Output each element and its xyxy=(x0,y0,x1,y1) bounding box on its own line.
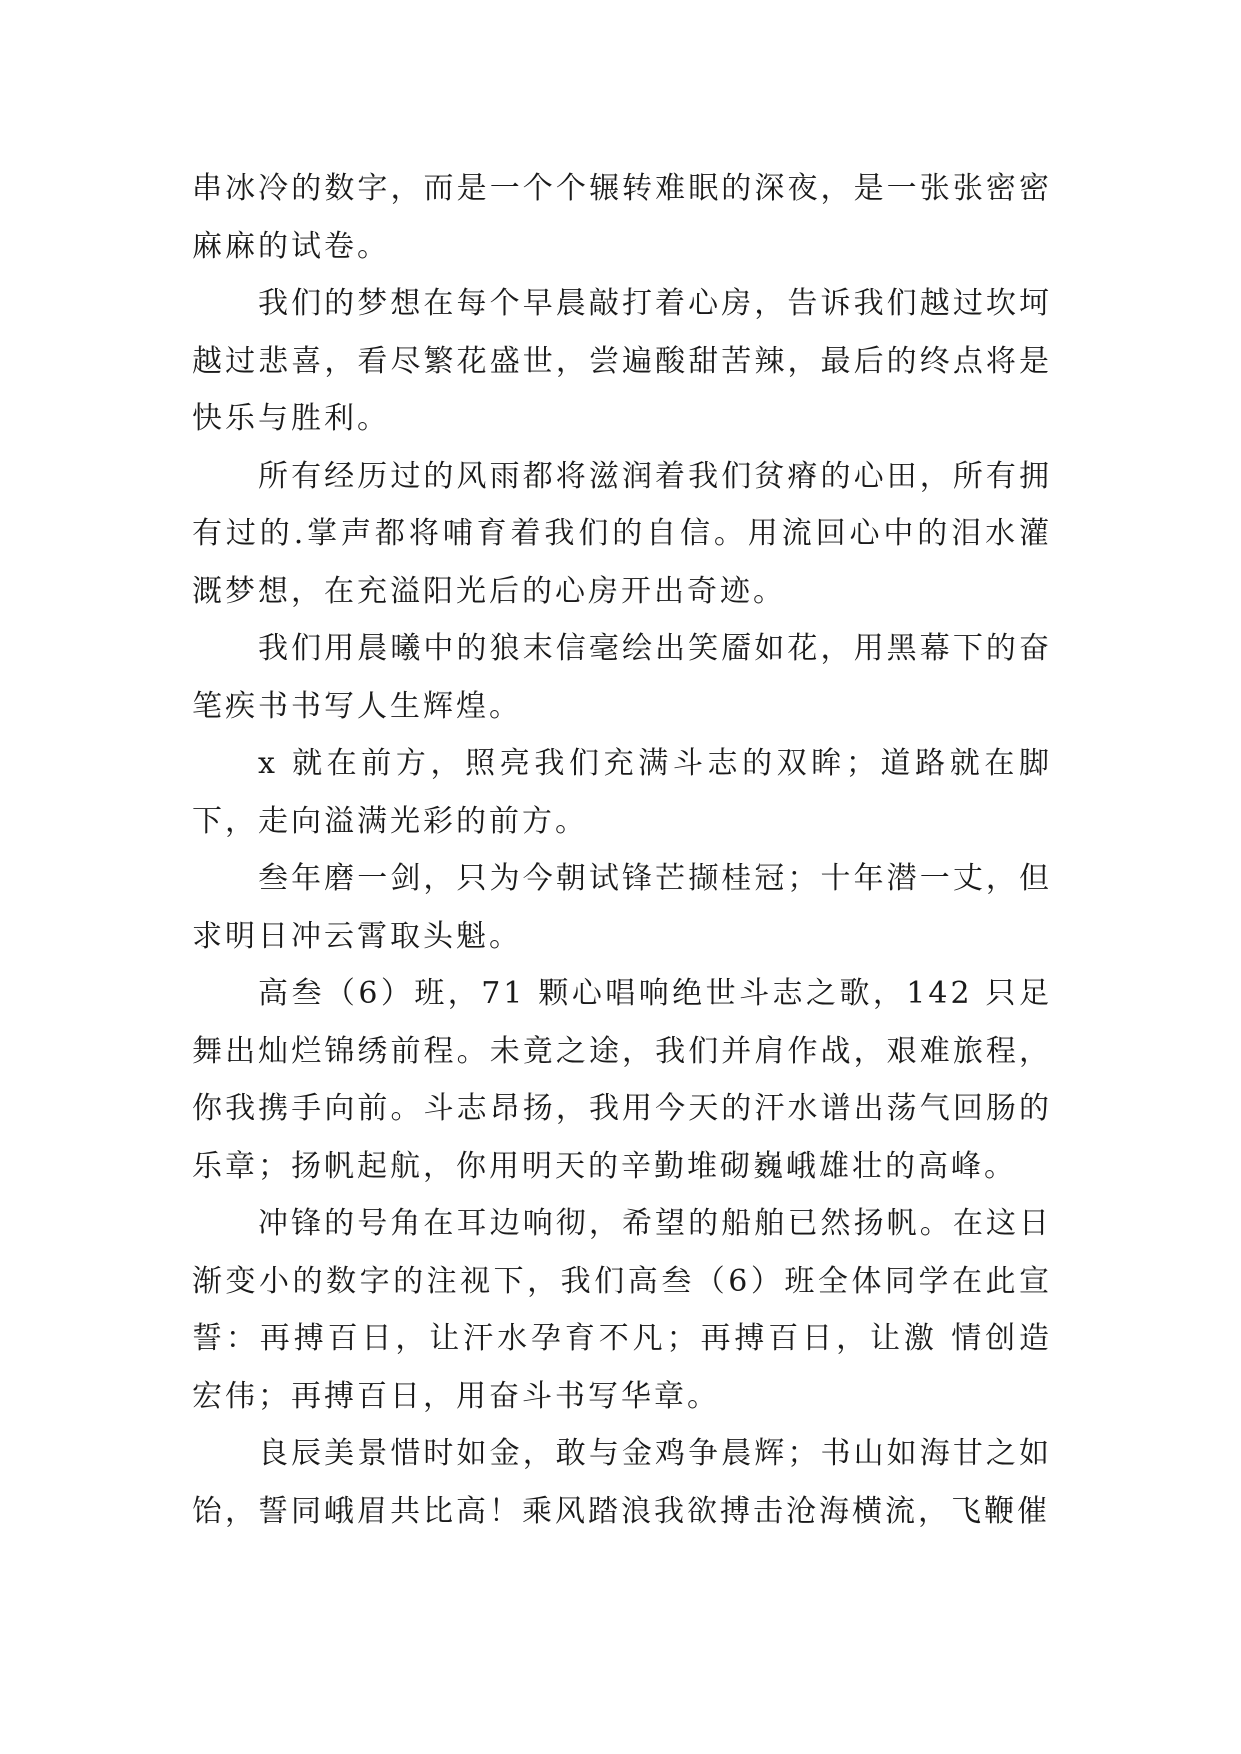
paragraph: 高叁（6）班，71 颗心唱响绝世斗志之歌，142 只足舞出灿烂锦绣前程。未竟之途，我们并肩作战，艰难旅程，你我携手向前。斗志昂扬，我用今天的汗水谱出荡气回肠的乐章；扬帆起航，你用明天的辛勤堆砌巍峨雄壮的高峰。 xyxy=(192,976,1052,1184)
paragraph: 我们的梦想在每个早晨敲打着心房，告诉我们越过坎坷越过悲喜，看尽繁花盛世，尝遍酸甜苦辣，最后的终点将是快乐与胜利。 xyxy=(192,286,1052,436)
document-body xyxy=(192,160,1052,1540)
paragraph: 我们用晨曦中的狼末信毫绘出笑靥如花，用黑幕下的奋笔疾书书写人生辉煌。 xyxy=(192,631,1052,724)
paragraph: 叁年磨一剑，只为今朝试锋芒撷桂冠；十年潜一丈，但求明日冲云霄取头魁。 xyxy=(192,861,1052,954)
paragraph: 串冰冷的数字，而是一个个辗转难眠的深夜，是一张张密密麻麻的试卷。 xyxy=(192,171,1052,264)
paragraph: 冲锋的号角在耳边响彻，希望的船舶已然扬帆。在这日渐变小的数字的注视下，我们高叁（6）班全体同学在此宣誓：再搏百日，让汗水孕育不凡；再搏百日，让激 情创造宏伟；再搏百日，用奋斗书写华章。 xyxy=(192,1206,1052,1414)
paragraph: 所有经历过的风雨都将滋润着我们贫瘠的心田，所有拥有过的.掌声都将哺育着我们的自信。用流回心中的泪水灌溉梦想，在充溢阳光后的心房开出奇迹。 xyxy=(192,458,1052,609)
paragraph: x 就在前方，照亮我们充满斗志的双眸；道路就在脚下，走向溢满光彩的前方。 xyxy=(192,746,1052,839)
paragraph: 良辰美景惜时如金，敢与金鸡争晨辉；书山如海甘之如饴，誓同峨眉共比高！乘风踏浪我欲搏击沧海横流，飞鞭催 xyxy=(192,1436,1052,1529)
